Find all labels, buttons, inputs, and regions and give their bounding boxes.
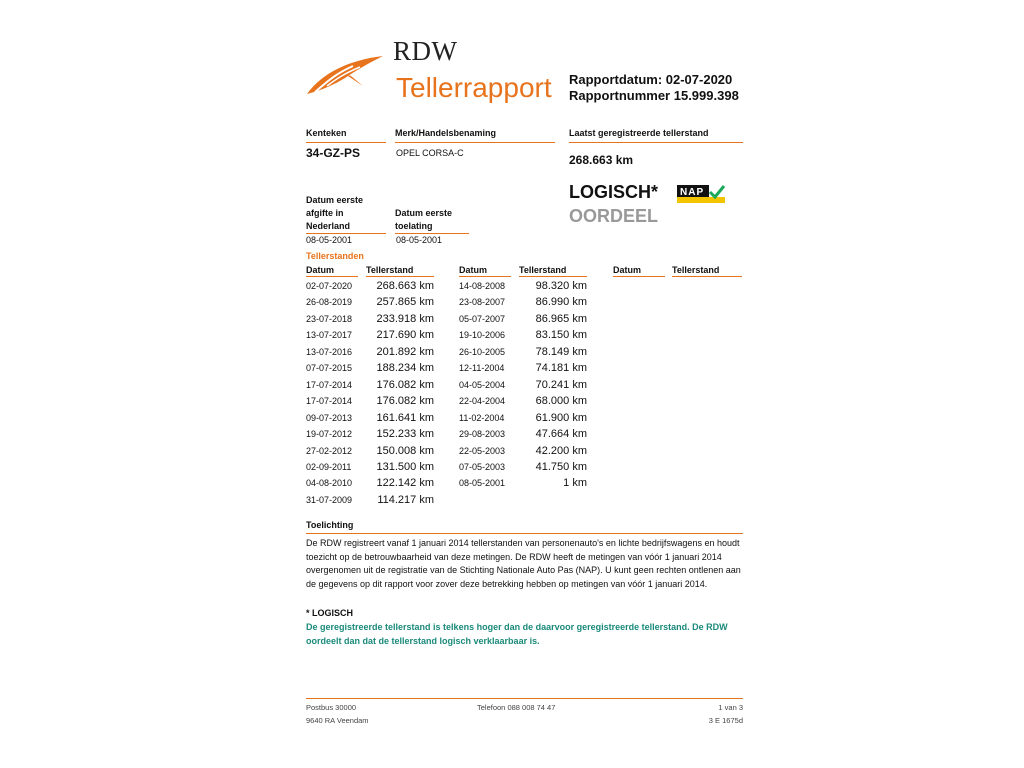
- rdw-logo-icon: [305, 52, 385, 97]
- row-km: 233.918 km: [376, 313, 434, 325]
- row-date: 22-05-2003: [459, 446, 506, 456]
- toelating-label-1: Datum eerste: [395, 208, 453, 218]
- laatst-value: 268.663 km: [569, 153, 634, 167]
- row-date: 29-08-2003: [459, 429, 506, 439]
- divider: [306, 233, 386, 234]
- toelating-value: 08-05-2001: [396, 235, 443, 245]
- col-head-date: Datum: [459, 265, 488, 275]
- footer-page: 1 van 3: [718, 703, 743, 712]
- row-date: 04-05-2004: [459, 380, 506, 390]
- row-date: 17-07-2014: [306, 396, 353, 406]
- divider: [395, 233, 469, 234]
- page-title: Tellerrapport: [396, 72, 552, 103]
- row-km: 152.233 km: [376, 428, 434, 440]
- afgifte-value: 08-05-2001: [306, 235, 353, 245]
- row-km: 68.000 km: [535, 395, 587, 407]
- afgifte-label-1: Datum eerste: [306, 195, 364, 205]
- divider: [672, 276, 742, 277]
- col-head-date: Datum: [613, 265, 642, 275]
- divider: [366, 276, 434, 277]
- row-date: 02-07-2020: [306, 281, 353, 291]
- col-head-date: Datum: [306, 265, 335, 275]
- report-date: Rapportdatum: 02-07-2020: [569, 72, 733, 87]
- row-km: 61.900 km: [535, 412, 587, 424]
- row-km: 268.663 km: [376, 280, 434, 292]
- col-head-km: Tellerstand: [519, 265, 567, 275]
- nap-text: NAP: [680, 187, 705, 198]
- divider: [306, 142, 386, 143]
- laatst-label: Laatst geregistreerde tellerstand: [569, 128, 709, 138]
- afgifte-label-2: afgifte in: [306, 208, 344, 218]
- row-date: 12-11-2004: [459, 363, 505, 373]
- row-km: 86.990 km: [535, 296, 587, 308]
- nap-check-icon: [677, 185, 725, 203]
- kenteken-value: 34-GZ-PS: [306, 146, 361, 160]
- row-date: 13-07-2016: [306, 347, 353, 357]
- row-date: 27-02-2012: [306, 446, 353, 456]
- divider: [569, 142, 743, 143]
- row-date: 19-07-2012: [306, 429, 353, 439]
- row-km: 176.082 km: [376, 395, 434, 407]
- divider: [395, 142, 555, 143]
- row-km: 257.865 km: [376, 296, 434, 308]
- footer-code: 3 E 1675d: [708, 716, 743, 725]
- merk-label: Merk/Handelsbenaming: [395, 128, 497, 138]
- toelating-label-2: toelating: [395, 221, 433, 231]
- row-date: 02-09-2011: [306, 462, 352, 472]
- divider: [306, 276, 358, 277]
- row-date: 17-07-2014: [306, 380, 353, 390]
- divider: [459, 276, 511, 277]
- row-km: 201.892 km: [376, 346, 434, 358]
- row-date: 11-02-2004: [459, 413, 505, 423]
- row-km: 188.234 km: [376, 362, 434, 374]
- row-date: 04-08-2010: [306, 478, 353, 488]
- footer-address-1: Postbus 30000: [306, 703, 357, 712]
- row-km: 41.750 km: [535, 461, 587, 473]
- afgifte-label-3: Nederland: [306, 221, 351, 231]
- divider: [613, 276, 665, 277]
- toelichting-text: De RDW registreert vanaf 1 januari 2014 tellerstanden van personenauto's en lichte bedrijfswagens en houdt toezicht op de betrouwbaarheid van deze metingen. De RDW heeft de metingen van vóór 1 januari 2014 overgenomen uit de registratie van de Stichting Nationale Auto Pas (NAP). U kunt geen rechten ontlenen aan de gegevens op dit rapport voor zover deze betrekking hebben op metingen van vóór 1 januari 2014.: [306, 538, 741, 589]
- row-date: 23-07-2018: [306, 314, 353, 324]
- row-date: 09-07-2013: [306, 413, 353, 423]
- row-km: 98.320 km: [535, 280, 587, 292]
- brand-name: RDW: [393, 36, 458, 66]
- section-title-tellerstanden: Tellerstanden: [306, 251, 364, 261]
- row-km: 42.200 km: [535, 445, 587, 457]
- row-date: 07-07-2015: [306, 363, 353, 373]
- row-date: 31-07-2009: [306, 495, 353, 505]
- col-head-km: Tellerstand: [366, 265, 414, 275]
- footer-phone: Telefoon 088 008 74 47: [477, 703, 556, 712]
- row-date: 26-10-2005: [459, 347, 506, 357]
- row-km: 86.965 km: [535, 313, 587, 325]
- row-km: 150.008 km: [376, 445, 434, 457]
- row-km: 47.664 km: [535, 428, 587, 440]
- verdict-value: LOGISCH*: [569, 182, 659, 202]
- row-km: 131.500 km: [376, 461, 434, 473]
- row-km: 1 km: [563, 477, 587, 489]
- note-text: De geregistreerde tellerstand is telkens hoger dan de daarvoor geregistreerde tellerstand. De RDW oordeelt dan dat de tellerstand logisch verklaarbaar is.: [306, 622, 728, 646]
- row-date: 22-04-2004: [459, 396, 506, 406]
- merk-value: OPEL CORSA-C: [396, 148, 464, 158]
- row-date: 05-07-2007: [459, 314, 506, 324]
- row-km: 122.142 km: [376, 477, 434, 489]
- row-km: 78.149 km: [535, 346, 587, 358]
- report-number: Rapportnummer 15.999.398: [569, 88, 739, 103]
- kenteken-label: Kenteken: [306, 128, 347, 138]
- footer-divider: [306, 698, 743, 699]
- row-km: 114.217 km: [377, 494, 434, 506]
- row-km: 176.082 km: [376, 379, 434, 391]
- row-km: 161.641 km: [376, 412, 434, 424]
- row-km: 83.150 km: [535, 329, 587, 341]
- divider: [519, 276, 587, 277]
- row-km: 74.181 km: [535, 362, 587, 374]
- row-date: 13-07-2017: [306, 330, 353, 340]
- verdict-label: OORDEEL: [569, 206, 659, 226]
- row-km: 217.690 km: [376, 329, 434, 341]
- divider: [306, 533, 743, 534]
- row-date: 19-10-2006: [459, 330, 506, 340]
- toelichting-title: Toelichting: [306, 520, 354, 530]
- row-date: 07-05-2003: [459, 462, 506, 472]
- note-title: * LOGISCH: [306, 608, 354, 618]
- row-date: 08-05-2001: [459, 478, 506, 488]
- col-head-km: Tellerstand: [672, 265, 720, 275]
- footer-address-2: 9640 RA Veendam: [306, 716, 369, 725]
- row-date: 23-08-2007: [459, 297, 506, 307]
- row-km: 70.241 km: [535, 379, 587, 391]
- row-date: 26-08-2019: [306, 297, 353, 307]
- row-date: 14-08-2008: [459, 281, 506, 291]
